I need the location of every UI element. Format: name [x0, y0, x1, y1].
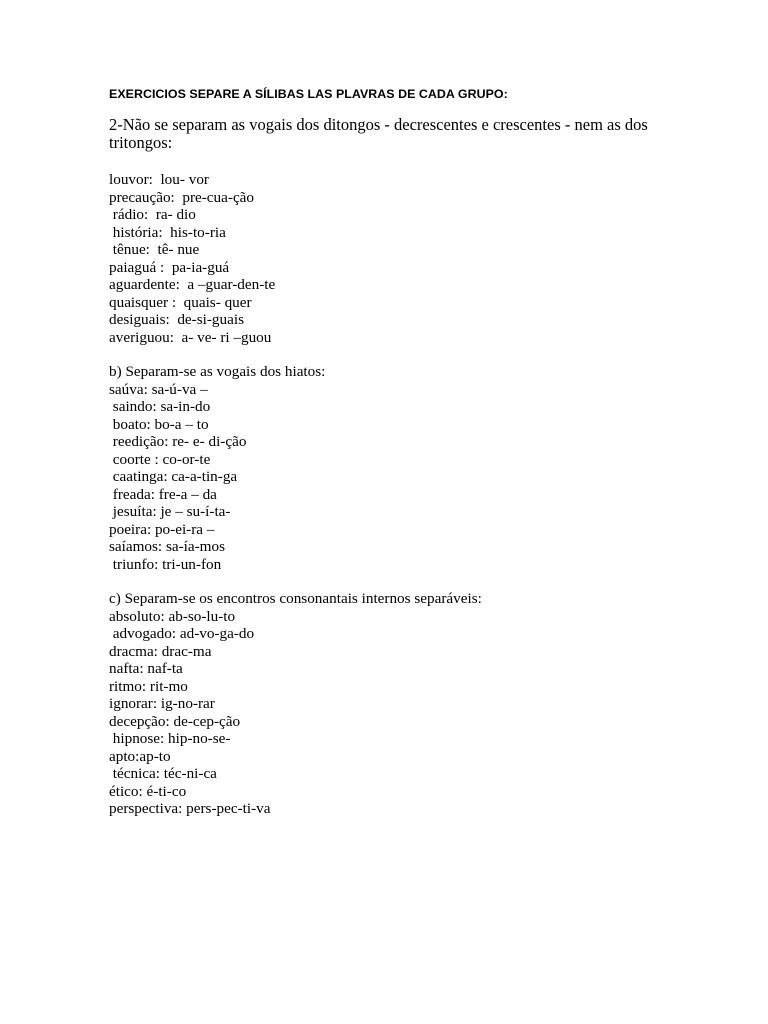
section-c-list [109, 608, 669, 818]
list-item: ritmo: rit-mo [109, 677, 188, 695]
list-item: nafta: naf-ta [109, 660, 183, 677]
intro-paragraph: 2-Não se separam as vogais dos ditongos - decrescentes e crescentes - nem as dos tritongos: [109, 115, 648, 152]
list-item: advogado: ad-vo-ga-do [109, 625, 255, 642]
list-item: decepção: de-cep-ção [109, 712, 241, 730]
list-item: averiguou: a- ve- ri –guou [109, 328, 272, 346]
list-item: precaução: pre-cua-ção [109, 188, 255, 206]
list-item: paiaguá : pa-ia-guá [109, 258, 230, 276]
list-item: rádio: ra- dio [109, 206, 196, 223]
list-item: absoluto: ab-so-lu-to [109, 607, 236, 625]
section-a-list [109, 171, 669, 346]
list-item: poeira: po-ei-ra – [109, 520, 215, 538]
section-c-title: c) Separam-se os encontros consonantais internos separáveis: [109, 590, 482, 607]
list-item: saúva: sa-ú-va – [109, 380, 208, 398]
list-item: ignorar: ig-no-rar [109, 695, 215, 712]
list-item: técnica: téc-ni-ca [109, 765, 217, 782]
list-item: quaisquer : quais- quer [109, 293, 252, 311]
list-item: aguardente: a –guar-den-te [109, 276, 276, 293]
list-item: freada: fre-a – da [109, 485, 217, 503]
list-item: perspectiva: pers-pec-ti-va [109, 800, 271, 817]
document-body [109, 116, 669, 818]
spacer [109, 573, 669, 590]
list-item: caatinga: ca-a-tin-ga [109, 468, 238, 485]
list-item: reedição: re- e- di-ção [109, 433, 247, 450]
list-item: dracma: drac-ma [109, 642, 212, 660]
list-item: saíamos: sa-ía-mos [109, 538, 225, 555]
list-item: desiguais: de-si-guais [109, 311, 244, 328]
list-item: ético: é-ti-co [109, 782, 187, 800]
list-item: apto:ap-to [109, 747, 171, 765]
section-b-list [109, 381, 669, 574]
exercise-heading: EXERCICIOS SEPARE A SÍLIBAS LAS PLAVRAS DE CADA GRUPO: [109, 87, 508, 101]
spacer [109, 346, 669, 363]
list-item: história: his-to-ria [109, 223, 226, 241]
list-item: coorte : co-or-te [109, 450, 211, 468]
section-b-title: b) Separam-se as vogais dos hiatos: [109, 363, 326, 380]
list-item: jesuíta: je – su-í-ta- [109, 503, 231, 520]
list-item: boato: bo-a – to [109, 415, 209, 433]
list-item: louvor: lou- vor [109, 171, 209, 188]
list-item: hipnose: hip-no-se- [109, 730, 231, 747]
list-item: tênue: tê- nue [109, 241, 200, 258]
list-item: triunfo: tri-un-fon [109, 555, 222, 573]
list-item: saindo: sa-in-do [109, 398, 211, 415]
